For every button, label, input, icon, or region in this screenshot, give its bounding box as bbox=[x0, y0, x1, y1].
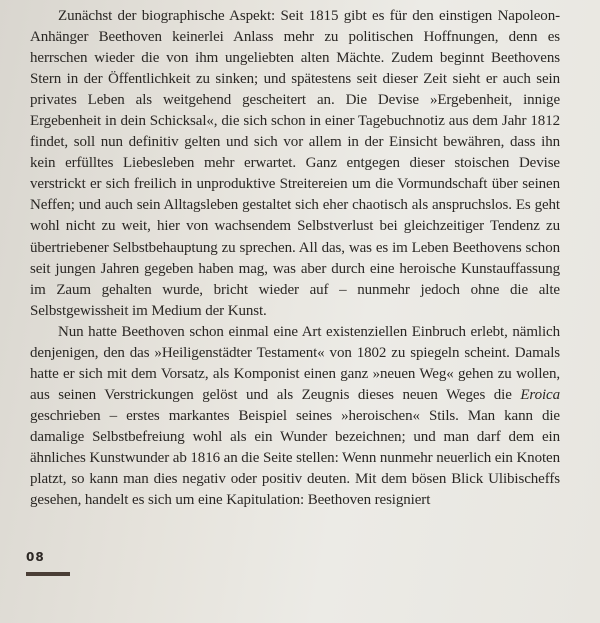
body-text bbox=[30, 6, 560, 511]
paragraph-1 bbox=[30, 6, 560, 322]
page-number-rule bbox=[26, 572, 70, 576]
paragraph-2-text-part-2: geschrieben – erstes markantes Beispiel seines »heroischen« Stils. Man kann die damalige Selbstbefreiung wohl als ein Wunder bezeichnen; und man darf dem ein ähnliches Kunstwunder ab 1816 an die Seite stellen: Wenn nunmehr neuerlich ein Knoten platzt, so kann man dies negativ oder positiv deuten. Mit dem bösen Blick Ulibischeffs gesehen, handelt es sich um eine Kapitulation: Beethoven resigniert bbox=[30, 407, 560, 509]
paragraph-2 bbox=[30, 322, 560, 511]
paragraph-2-text-part-1: Nun hatte Beethoven schon einmal eine Art existenziellen Einbruch erlebt, nämlich denjenigen, den das »Heiligenstädter Testament« von 1802 zu spiegeln scheint. Damals hatte er sich mit dem Vorsatz, als Komponist einen ganz »neuen Weg« gehen zu wollen, aus seinen Verstrickungen gelöst und als Zeugnis dieses neuen Weges die bbox=[30, 323, 560, 403]
paragraph-1-text: Zunächst der biographische Aspekt: Seit 1815 gibt es für den einstigen Napoleon-Anhänger Beethoven keinerlei Anlass mehr zu politischen Hoffnungen, denn es herrschen wieder die von ihm ungeliebten alten Mächte. Zudem beginnt Beethovens Stern in der Öffentlichkeit zu sinken; und spätestens seit dieser Zeit sieht er auch sein privates Leben als weitgehend gescheitert an. Die Devise »Ergebenheit, innige Ergebenheit in dein Schicksal«, die sich schon in einer Tagebuchnotiz aus dem Jahr 1812 findet, soll nun definitiv gelten und sich vor allem in der Einsicht bewähren, dass ihn kein erfülltes Liebesleben mehr erwartet. Ganz entgegen dieser stoischen Devise verstrickt er sich freilich in unproduktive Streitereien um die Vormundschaft über seinen Neffen; und auch sein Alltagsleben gestaltet sich eher chaotisch als anspruchslos. Es geht wohl nicht zu weit, hier von wachsendem Selbstverlust bei gleichzeitiger Tendenz zu übertriebener Selbstbehauptung zu sprechen. All das, was es im Leben Beethovens schon seit jungen Jahren gegeben haben mag, was aber durch eine heroische Kunstauffassung im Zaum gehalten wurde, bricht wieder auf – nunmehr jedoch ohne die alte Selbstgewissheit im Medium der Kunst. bbox=[30, 8, 560, 319]
eroica-title: Eroica bbox=[520, 386, 560, 403]
page-number: 08 bbox=[26, 550, 45, 564]
